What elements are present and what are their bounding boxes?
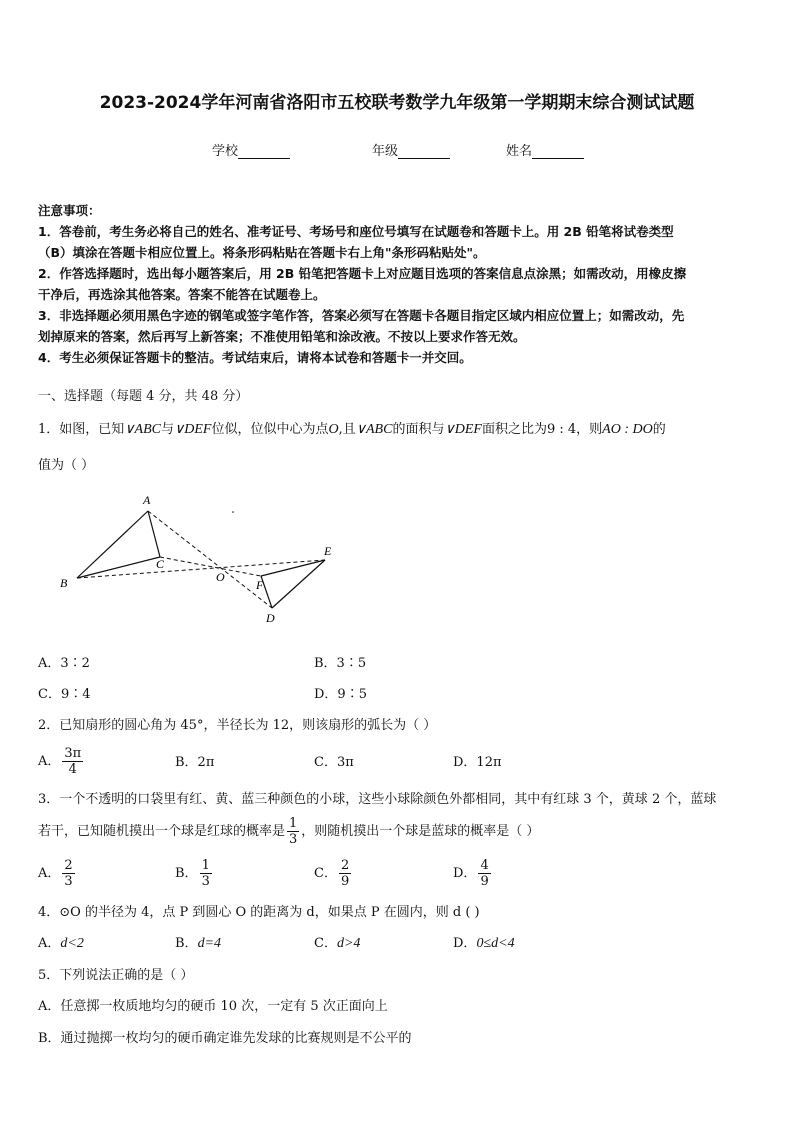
segment-bc [77, 557, 160, 578]
q1-triangle-abc: ∨ABC [124, 422, 161, 437]
q3-option-b [175, 858, 214, 889]
q1-stem [38, 420, 666, 440]
notice-line-2: 2．作答选择题时，选出每小题答案后，用 2B 铅笔把答题卡上对应题目选项的答案信息点涂黑；如需改动，用橡皮擦 [38, 266, 687, 281]
q1-ratio: 9 : 4 [546, 422, 577, 437]
notice-heading: 注意事项： [38, 203, 101, 218]
name-blank [532, 144, 584, 159]
q1-option-b: B．3∶5 [314, 656, 367, 671]
q4-option-d [453, 934, 515, 954]
q3-red-numerator: 1 [289, 816, 298, 831]
q3-stem-line-1: 3．一个不透明的口袋里有红、黄、蓝三种颜色的小球，这些小球除颜色外都相同，其中有红球 3 个，黄球 2 个，蓝球 [38, 792, 717, 807]
stray-dot [232, 511, 234, 513]
label-e: E [324, 544, 332, 558]
q1-point-o: O [328, 422, 339, 437]
q4-stem: 4．⊙O 的半径为 4，点 P 到圆心 O 的距离为 d，如果点 P 在圆内，则 d ( ) [38, 905, 480, 920]
q5-option-b: B．通过抛掷一枚均匀的硬币确定谁先发球的比赛规则是不公平的 [38, 1031, 412, 1046]
grade-label: 年级 [372, 144, 399, 159]
q3-text-a: 若干，已知随机摸出一个球是红球的概率是 [38, 824, 286, 839]
q3-option-a-label: A． [38, 866, 61, 881]
q4-option-c-value: d>4 [336, 936, 361, 951]
q2-option-b: B．2π [175, 755, 215, 770]
q2-stem: 2．已知扇形的圆心角为 45°，半径长为 12，则该扇形的弧长为（ ） [38, 718, 437, 733]
grade-field [372, 140, 450, 159]
q1-option-d: D．9∶5 [314, 687, 367, 702]
q3-option-d [453, 858, 493, 889]
label-o: O [216, 570, 225, 584]
name-field [506, 140, 584, 159]
q1-stem-line-2: 值为（ ） [38, 458, 95, 473]
q1-option-a: A．3∶2 [38, 656, 90, 671]
q3-option-c [314, 858, 353, 889]
q4-option-c-label: C． [314, 936, 337, 951]
q1-text-2: 与 [160, 422, 174, 437]
q3-option-d-fraction [478, 858, 490, 889]
q3-option-a-numerator: 2 [64, 858, 73, 873]
q3-option-b-fraction [200, 858, 212, 889]
q1-text-8: 的 [652, 422, 666, 437]
q3-red-probability [287, 816, 299, 847]
q1-triangle-abc-2: ∨ABC [355, 422, 393, 437]
q3-option-d-label: D． [453, 866, 477, 881]
label-f: F [256, 578, 264, 592]
q3-option-b-label: B． [175, 866, 198, 881]
school-field [212, 140, 290, 159]
q3-red-denominator: 3 [289, 832, 298, 847]
q4-option-c [314, 934, 360, 954]
q3-stem-line-2 [38, 816, 539, 847]
q2-option-d: D．12π [453, 755, 502, 770]
q2-option-a-numerator: 3π [64, 746, 82, 761]
q1-ao-do: AO : DO [602, 422, 653, 437]
q1-text-1: 1．如图，已知 [38, 422, 125, 437]
q1-triangle-def-2: ∨DEF [444, 422, 482, 437]
q3-option-b-numerator: 1 [201, 858, 210, 873]
q4-option-a-value: d<2 [60, 936, 84, 951]
school-blank [238, 144, 290, 159]
page-title: 2023-2024学年河南省洛阳市五校联考数学九年级第一学期期末综合测试试题 [99, 93, 695, 113]
q3-option-d-denominator: 9 [480, 874, 489, 889]
q4-option-d-label: D． [453, 936, 477, 951]
school-label: 学校 [212, 144, 239, 159]
dashed-ad [148, 511, 272, 608]
q2-option-a-fraction [62, 746, 83, 777]
q2-option-a-denominator: 4 [68, 762, 77, 777]
q5-option-a: A．任意掷一枚质地均匀的硬币 10 次，一定有 5 次正面向上 [38, 999, 388, 1014]
notice-line-2b: 干净后，再选涂其他答案。答案不能答在试题卷上。 [38, 287, 326, 302]
q2-option-c: C．3π [314, 755, 354, 770]
q3-text-b: ，则随机摸出一个球是蓝球的概率是（ ） [301, 824, 540, 839]
q1-figure [50, 488, 350, 630]
segment-ac [148, 511, 160, 557]
q1-text-5: 的面积与 [392, 422, 445, 437]
q3-option-c-denominator: 9 [340, 874, 350, 889]
q3-option-a-denominator: 3 [64, 874, 73, 889]
notice-line-3b: 划掉原来的答案，然后再写上新答案；不准使用铅笔和涂改液。不按以上要求作答无效。 [38, 329, 526, 344]
section-heading: 一、选择题（每题 4 分，共 48 分） [38, 389, 249, 404]
q5-stem: 5．下列说法正确的是（ ） [38, 968, 194, 983]
q3-option-c-numerator: 2 [340, 858, 350, 873]
q3-option-d-numerator: 4 [480, 858, 489, 873]
segment-ab [77, 511, 148, 578]
q4-option-a-label: A． [38, 936, 61, 951]
q4-option-b-value: d=4 [197, 936, 222, 951]
q2-option-a [38, 746, 85, 777]
q1-triangle-def: ∨DEF [174, 422, 212, 437]
name-label: 姓名 [506, 144, 533, 159]
q4-option-b-label: B． [175, 936, 198, 951]
notice-line-1: 1．答卷前，考生务必将自己的姓名、准考证号、考场号和座位号填写在试题卷和答题卡上。用 2B 铅笔将试卷类型 [38, 224, 674, 239]
q3-option-a-fraction [62, 858, 74, 889]
notice-line-4: 4．考生必须保证答题卡的整洁。考试结束后，请将本试卷和答题卡一并交回。 [38, 350, 472, 365]
label-a: A [143, 493, 151, 507]
q2-option-a-label: A． [38, 754, 61, 769]
notice-line-1b: （B）填涂在答题卡相应位置上。将条形码粘贴在答题卡右上角"条形码粘贴处"。 [38, 245, 486, 260]
q3-option-c-fraction [339, 858, 351, 889]
label-d: D [266, 611, 275, 625]
label-c: C [156, 557, 165, 571]
q3-option-b-denominator: 3 [201, 874, 210, 889]
q4-option-a [38, 934, 84, 954]
q1-text-4: ,且 [338, 422, 356, 437]
q1-text-6: 面积之比为 [481, 422, 547, 437]
q3-option-a [38, 858, 77, 889]
q1-text-7: ，则 [576, 422, 603, 437]
notice-line-3: 3．非选择题必须用黑色字迹的钢笔或签字笔作答，答案必须写在答题卡各题目指定区域内相应位置上；如需改动，先 [38, 308, 685, 323]
q4-option-d-value: 0≤d<4 [476, 936, 515, 951]
q1-option-c: C．9∶4 [38, 687, 91, 702]
q3-option-c-label: C． [314, 866, 337, 881]
label-b: B [60, 576, 68, 590]
grade-blank [398, 144, 450, 159]
q1-text-3: 位似，位似中心为点 [211, 422, 329, 437]
q4-option-b [175, 934, 221, 954]
